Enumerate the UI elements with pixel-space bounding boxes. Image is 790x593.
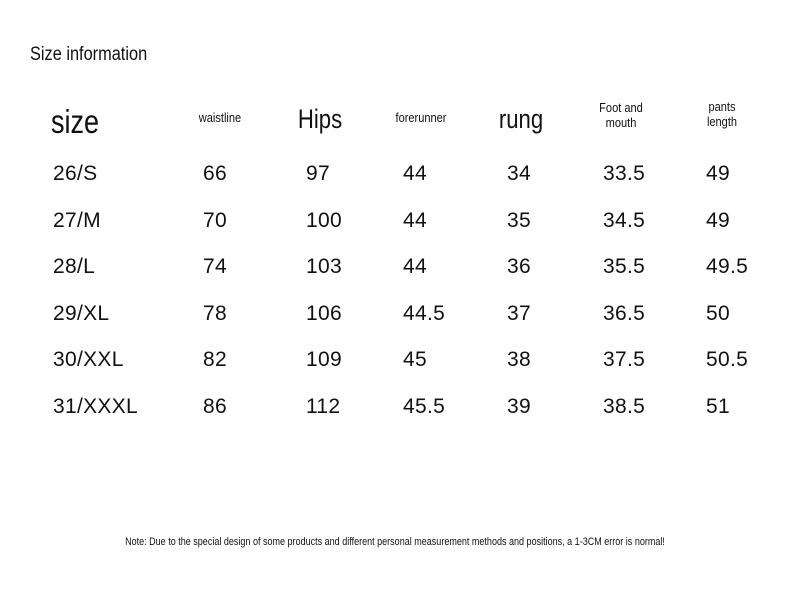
cell-size: 28/L — [53, 255, 96, 278]
cell-size: 26/S — [53, 162, 98, 185]
cell-rung: 36 — [507, 255, 531, 278]
cell-rung: 39 — [507, 395, 531, 418]
cell-pants-length: 49.5 — [706, 255, 749, 278]
cell-forerunner: 44.5 — [403, 302, 446, 325]
cell-waistline: 78 — [203, 302, 227, 325]
cell-hips: 112 — [306, 395, 341, 418]
cell-waistline: 86 — [203, 395, 227, 418]
header-waistline: waistline — [198, 110, 242, 125]
cell-pants-length: 50 — [706, 302, 730, 325]
cell-size: 29/XL — [53, 302, 110, 325]
size-information-title: Size information — [30, 44, 148, 65]
cell-hips: 103 — [306, 255, 342, 278]
cell-foot-and-mouth: 34.5 — [603, 209, 646, 232]
cell-rung: 38 — [507, 348, 531, 371]
measurement-note: Note: Due to the special design of some products and different personal measurement methods and positions, a 1-3CM error is normal! — [125, 536, 665, 548]
cell-waistline: 70 — [203, 209, 227, 232]
cell-pants-length: 49 — [706, 209, 730, 232]
cell-size: 27/M — [53, 209, 101, 232]
cell-hips: 100 — [306, 209, 342, 232]
header-size: size — [50, 103, 100, 140]
cell-foot-and-mouth: 38.5 — [603, 395, 646, 418]
cell-forerunner: 44 — [403, 255, 427, 278]
header-pants-length: pants length — [706, 99, 738, 129]
cell-pants-length: 49 — [706, 162, 730, 185]
header-hips: Hips — [297, 104, 343, 134]
cell-forerunner: 44 — [403, 209, 427, 232]
cell-waistline: 66 — [203, 162, 227, 185]
cell-forerunner: 44 — [403, 162, 427, 185]
cell-forerunner: 45 — [403, 348, 427, 371]
cell-hips: 109 — [306, 348, 342, 371]
cell-hips: 97 — [306, 162, 330, 185]
cell-foot-and-mouth: 36.5 — [603, 302, 646, 325]
header-forerunner: forerunner — [395, 110, 447, 125]
cell-foot-and-mouth: 37.5 — [603, 348, 646, 371]
cell-forerunner: 45.5 — [403, 395, 446, 418]
cell-hips: 106 — [306, 302, 342, 325]
cell-rung: 34 — [507, 162, 531, 185]
cell-pants-length: 50.5 — [706, 348, 749, 371]
header-foot-and-mouth: Foot and mouth — [599, 100, 643, 130]
cell-size: 31/XXXL — [53, 395, 138, 418]
cell-pants-length: 51 — [706, 395, 730, 418]
cell-foot-and-mouth: 33.5 — [603, 162, 646, 185]
cell-waistline: 82 — [203, 348, 227, 371]
cell-rung: 35 — [507, 209, 531, 232]
header-rung: rung — [498, 104, 544, 134]
cell-waistline: 74 — [203, 255, 227, 278]
cell-size: 30/XXL — [53, 348, 124, 371]
cell-rung: 37 — [507, 302, 531, 325]
cell-foot-and-mouth: 35.5 — [603, 255, 646, 278]
